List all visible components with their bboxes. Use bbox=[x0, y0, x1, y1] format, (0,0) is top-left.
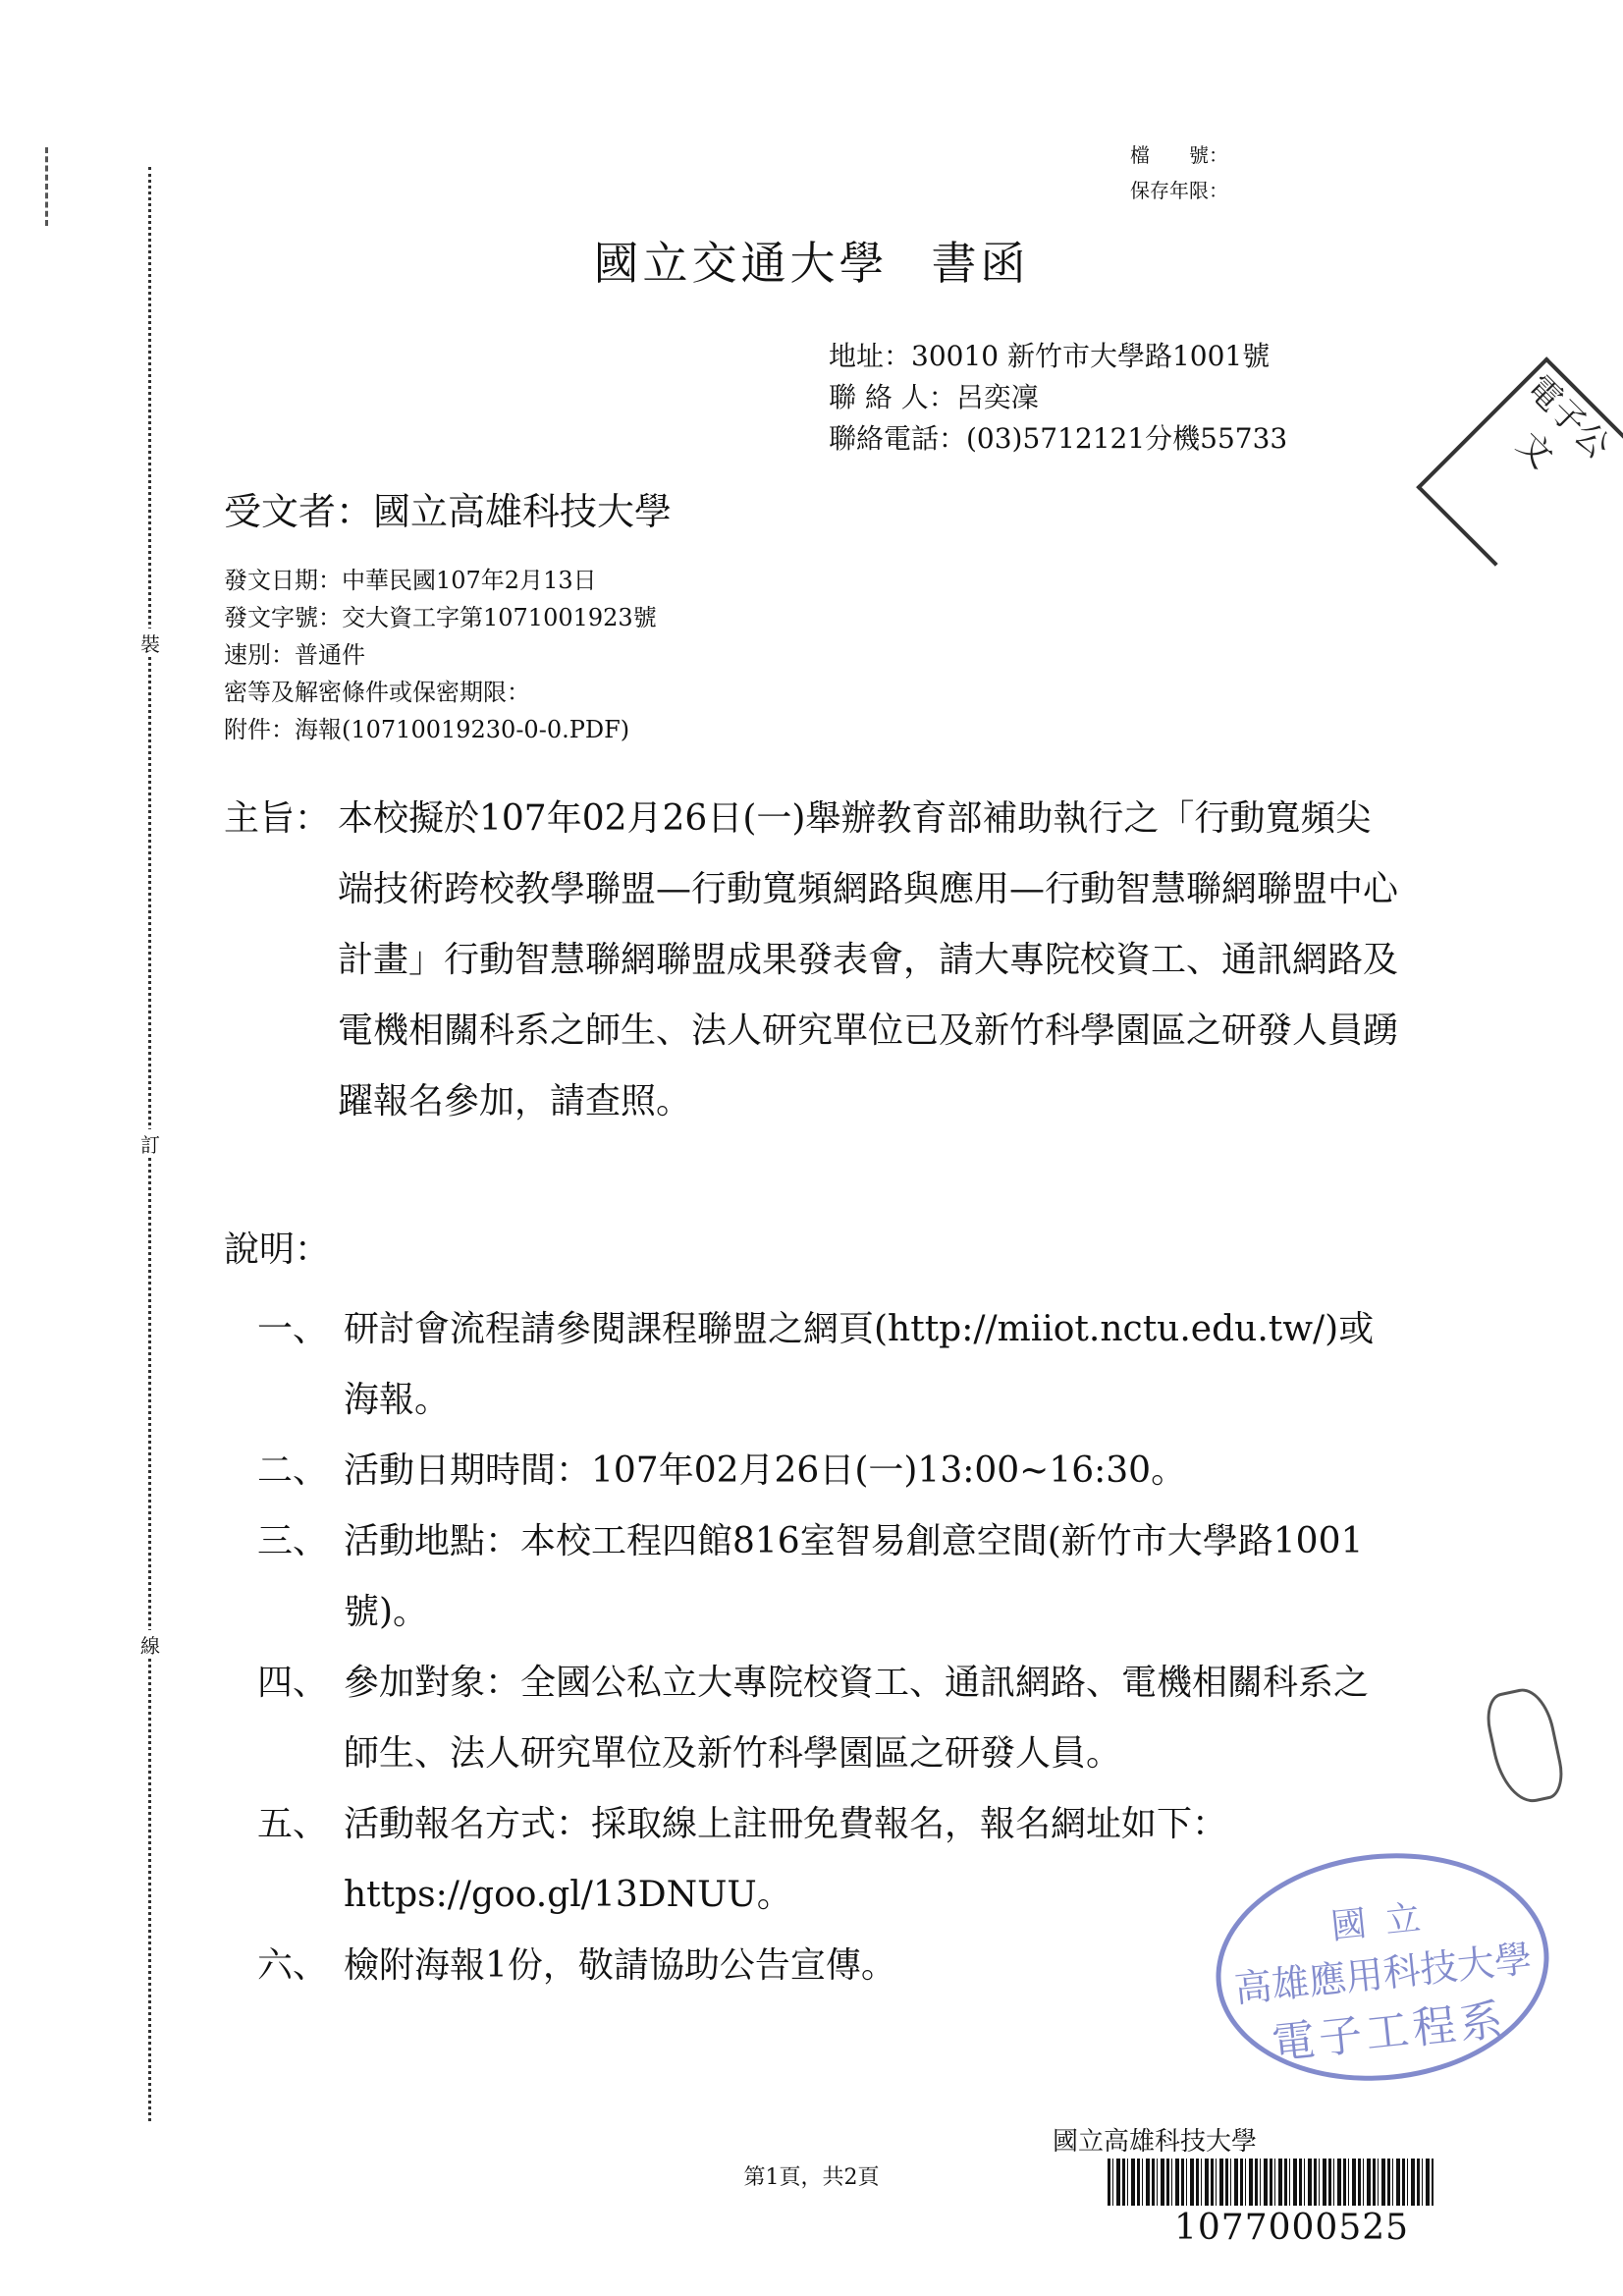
barcode bbox=[1108, 2159, 1434, 2206]
dispatch-speed: 速別：普通件 bbox=[224, 641, 365, 669]
dispatch-security: 密等及解密條件或保密期限： bbox=[224, 679, 530, 706]
scan-smudge bbox=[1482, 1683, 1569, 1808]
archive-meta bbox=[1130, 137, 1228, 208]
item-number: 四、 bbox=[257, 1663, 329, 1703]
page-number: 第1頁，共2頁 bbox=[743, 2165, 880, 2190]
stamp-line-2: 高雄應用科技大學 bbox=[1232, 1937, 1535, 2011]
item-number: 六、 bbox=[257, 1945, 329, 1986]
subject-section bbox=[224, 784, 1402, 1137]
document-title bbox=[0, 228, 1623, 293]
dispatch-fields bbox=[224, 562, 657, 748]
list-item bbox=[257, 1506, 1396, 1648]
scan-edge-mark bbox=[45, 147, 54, 226]
item-text: 研討會流程請參閱課程聯盟之網頁(http://miiot.nctu.edu.tw/)或海報。 bbox=[344, 1309, 1375, 1420]
list-item bbox=[257, 1294, 1396, 1436]
item-text: 活動地點：本校工程四館816室智易創意空間(新竹市大學路1001號)。 bbox=[344, 1521, 1364, 1632]
list-item bbox=[257, 1648, 1396, 1789]
dispatch-attachment: 附件：海報(10710019230-0-0.PDF) bbox=[224, 716, 630, 743]
receiving-org: 國立高雄科技大學 bbox=[1053, 2127, 1258, 2157]
sender-contact: 聯 絡 人：呂奕凜 bbox=[829, 381, 1039, 413]
item-text: 檢附海報1份，敬請協助公告宣傳。 bbox=[344, 1945, 896, 1986]
explanation-list bbox=[257, 1294, 1396, 2001]
dispatch-date: 發文日期：中華民國107年2月13日 bbox=[224, 567, 597, 594]
item-number: 五、 bbox=[257, 1804, 329, 1844]
item-number: 二、 bbox=[257, 1450, 329, 1491]
item-text: 參加對象：全國公私立大專院校資工、通訊網路、電機相關科系之師生、法人研究單位及新竹科學園區之研發人員。 bbox=[344, 1663, 1370, 1774]
e-document-edge-stamp bbox=[1416, 356, 1623, 567]
subject-label: 主旨： bbox=[224, 798, 331, 839]
binding-char-zhuang: 裝 bbox=[135, 629, 165, 657]
dispatch-number: 發文字號：交大資工字第1071001923號 bbox=[224, 604, 657, 631]
title-org: 國立交通大學 bbox=[593, 237, 889, 290]
sender-block bbox=[829, 336, 1287, 460]
sender-address: 地址：30010 新竹市大學路1001號 bbox=[829, 340, 1271, 372]
item-text: 活動報名方式：採取線上註冊免費報名，報名網址如下：https://goo.gl/13DNUU。 bbox=[344, 1804, 1228, 1915]
list-item bbox=[257, 1436, 1396, 1506]
file-number-label: 檔 號： bbox=[1130, 143, 1228, 167]
binding-char-ding: 訂 bbox=[135, 1129, 165, 1158]
binding-char-xian: 線 bbox=[135, 1630, 165, 1659]
item-number: 一、 bbox=[257, 1309, 329, 1349]
item-number: 三、 bbox=[257, 1521, 329, 1561]
stamp-line-1: 國 立 bbox=[1328, 1897, 1427, 1948]
item-text: 活動日期時間：107年02月26日(一)13:00~16:30。 bbox=[344, 1450, 1187, 1491]
explanation-label: 說明： bbox=[224, 1230, 331, 1270]
sender-phone: 聯絡電話：(03)5712121分機55733 bbox=[829, 422, 1288, 455]
barcode-number: 1077000525 bbox=[1174, 2208, 1410, 2248]
recipient: 受文者：國立高雄科技大學 bbox=[224, 490, 673, 533]
retention-label: 保存年限： bbox=[1130, 179, 1228, 202]
title-doc-type: 書函 bbox=[931, 237, 1030, 290]
edge-stamp-text: 電子公文 bbox=[1508, 367, 1618, 476]
stamp-line-3: 電子工程系 bbox=[1269, 1995, 1509, 2070]
subject-text: 本校擬於107年02月26日(一)舉辦教育部補助執行之「行動寬頻尖端技術跨校教學聯盟—行動寬頻網路與應用—行動智慧聯網聯盟中心計畫」行動智慧聯網聯盟成果發表會，請大專院校資工、通訊網路及電機相關科系之師生、法人研究單位已及新竹科學園區之研發人員踴躍報名參加，請查照。 bbox=[338, 798, 1399, 1121]
